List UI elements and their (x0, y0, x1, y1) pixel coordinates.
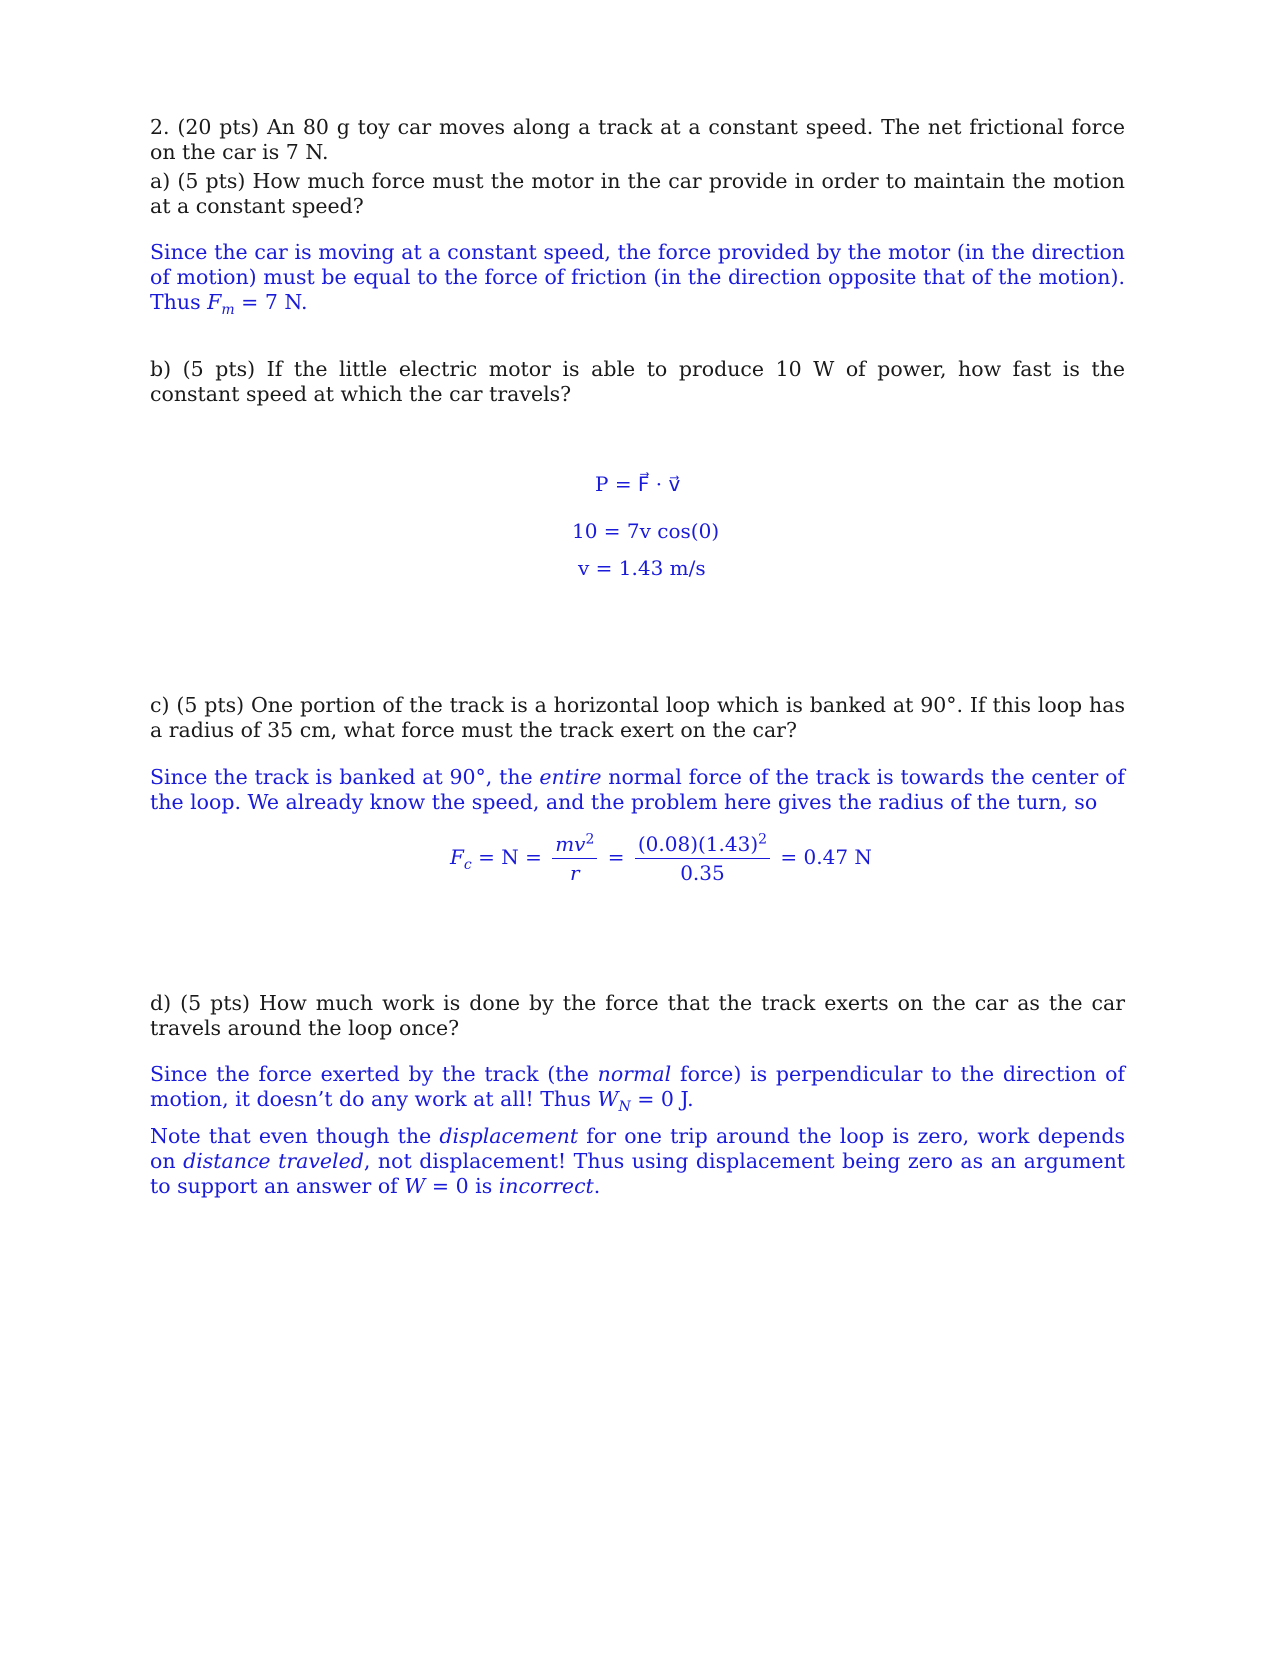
part-b-equation-1: P = F⃗ · v⃗ (595, 472, 681, 496)
part-a-answer-result: = 7 N. (234, 290, 308, 314)
part-c-eq-equals-2: = (601, 845, 631, 869)
part-d-note-5: . (593, 1174, 601, 1198)
part-d-question: d) (5 pts) How much work is done by the force that the track exerts on the car as the car travels around the loop once? (150, 991, 1125, 1040)
part-c-answer-after: normal force of the track is towards the center of the loop. We already know the speed, and the problem here gives the radius of the turn, so (150, 765, 1126, 814)
part-c-equation (450, 832, 872, 885)
part-d-answer-emph: normal (597, 1062, 672, 1086)
part-c-eq-result: = 0.47 N (774, 845, 872, 869)
part-c-fraction-1 (552, 832, 597, 885)
part-a-question: a) (5 pts) How much force must the motor in the car provide in order to maintain the motion at a constant speed? (150, 169, 1125, 218)
part-d-note-emph-2: distance traveled (183, 1149, 364, 1173)
part-c-frac2-den: 0.35 (680, 861, 725, 885)
part-c-frac2-num: (0.08)(1.43) (637, 832, 759, 856)
part-a-answer (150, 240, 1125, 319)
part-b-equation-2: 10 = 7v cos(0) (572, 519, 720, 543)
part-c-eq-lhs: F (450, 845, 464, 869)
part-d-answer-after: force) is perpendicular to the direction of motion, it doesn’t do any work at all! Thus (150, 1062, 1125, 1111)
part-b-question: b) (5 pts) If the little electric motor is able to produce 10 W of power, how fast is the constant speed at which the car travels? (150, 357, 1125, 406)
part-c-frac2-num-sup: 2 (758, 831, 768, 848)
part-d-note-emph-3: incorrect (498, 1174, 594, 1198)
part-a-answer-sub: m (221, 302, 235, 319)
part-c-frac1-den: r (570, 861, 580, 885)
part-c-frac1-num: mv (555, 832, 586, 856)
part-d-note-1: Note that even though the (150, 1124, 440, 1148)
part-c-answer-before: Since the track is banked at 90°, the (150, 765, 540, 789)
part-d-note (150, 1124, 1125, 1199)
part-d-answer-var: W (597, 1087, 619, 1111)
problem-intro: 2. (20 pts) An 80 g toy car moves along a track at a constant speed. The net frictional force on the car is 7 N. (150, 115, 1125, 164)
part-d-answer-result: = 0 J. (630, 1087, 694, 1111)
part-d-note-4: = 0 is (425, 1174, 499, 1198)
part-a-answer-text: Since the car is moving at a constant speed, the force provided by the motor (in the direction of motion) must be equal to the force of friction (in the direction opposite that of the motion). Thus (150, 240, 1125, 314)
part-c-answer-emph: entire (539, 765, 602, 789)
part-d-note-emph-1: displacement (439, 1124, 579, 1148)
part-c-eq-lhs-sub: c (463, 857, 472, 873)
part-d-answer-before: Since the force exerted by the track (the (150, 1062, 598, 1086)
part-c-answer (150, 765, 1125, 815)
part-c-frac1-num-sup: 2 (585, 831, 595, 848)
part-c-question: c) (5 pts) One portion of the track is a horizontal loop which is banked at 90°. If this loop has a radius of 35 cm, what force must the track exert on the car? (150, 693, 1125, 742)
part-d-note-3: , not displacement! Thus using displacement being zero as an argument to support an answer of (150, 1149, 1126, 1198)
part-d-note-2: for one trip around the loop is zero, work depends on (150, 1124, 1125, 1173)
part-c-eq-equals-1: = N = (471, 845, 549, 869)
part-d-note-var: W (404, 1174, 426, 1198)
part-d-answer (150, 1062, 1125, 1116)
part-b-equation-3: v = 1.43 m/s (578, 556, 706, 580)
part-c-fraction-2 (635, 832, 770, 885)
part-a-answer-var: F (207, 290, 222, 314)
part-d-answer-sub: N (618, 1099, 631, 1116)
